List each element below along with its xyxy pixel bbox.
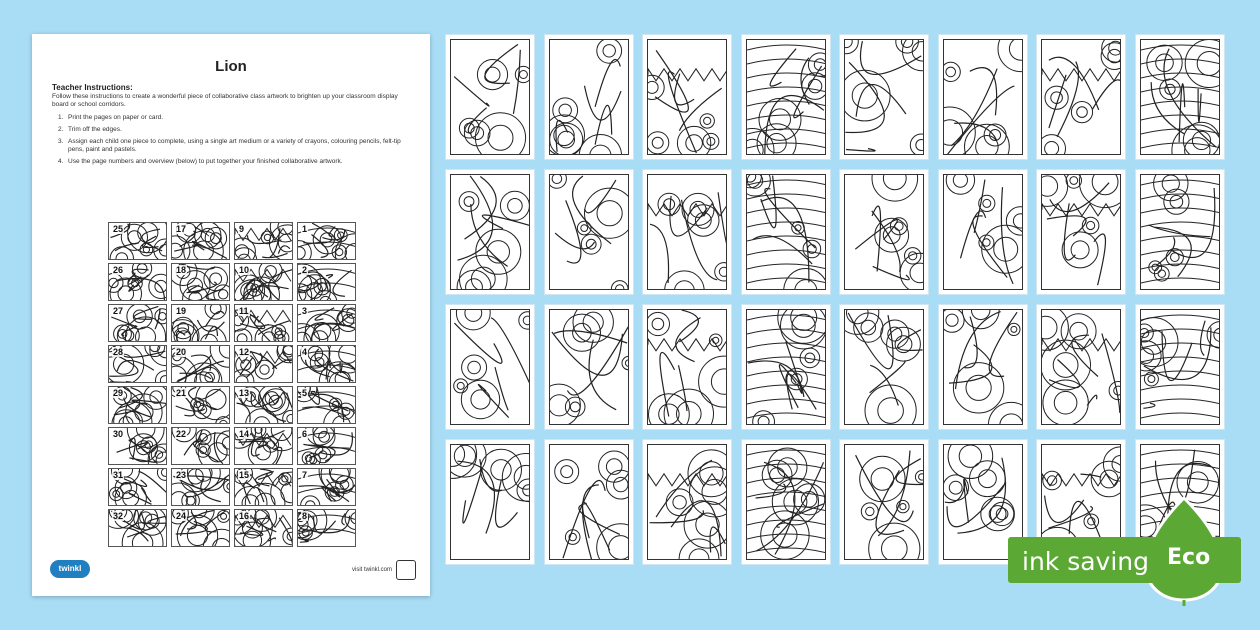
- overview-cell: [297, 427, 356, 465]
- overview-cell: [234, 386, 293, 424]
- overview-cell-number: 25: [113, 224, 124, 234]
- coloring-tile: [742, 440, 830, 564]
- overview-cell-number: 31: [113, 470, 124, 480]
- overview-cell: [108, 386, 167, 424]
- overview-cell-number: 13: [239, 388, 250, 398]
- overview-cell-number: 16: [239, 511, 250, 521]
- overview-cell: [297, 263, 356, 301]
- overview-cell-number: 20: [176, 347, 187, 357]
- coloring-tile: [742, 35, 830, 159]
- coloring-tile: [1136, 305, 1224, 429]
- overview-cell: [108, 304, 167, 342]
- overview-cell: [234, 345, 293, 383]
- coloring-tile: [446, 440, 534, 564]
- overview-cell-number: 28: [113, 347, 124, 357]
- overview-cell: [171, 263, 230, 301]
- overview-cell: [108, 345, 167, 383]
- step-item: 4. Use the page numbers and overview (below) to put together your finished collaborative artwork.: [58, 158, 343, 165]
- overview-cell-number: 6: [302, 429, 308, 439]
- overview-cell-number: 12: [239, 347, 250, 357]
- overview-cell: [297, 222, 356, 260]
- coloring-tile: [1136, 170, 1224, 294]
- coloring-tile: [840, 305, 928, 429]
- coloring-tile: [939, 35, 1027, 159]
- twinkl-logo: twinkl: [50, 560, 90, 578]
- overview-cell: [234, 468, 293, 506]
- step-item: 3. Assign each child one piece to complete, using a single art medium or a variety of crayons, colouring pencils, felt-tip pens, paint and pastels.: [58, 138, 401, 153]
- coloring-tile: [939, 170, 1027, 294]
- overview-cell: [297, 304, 356, 342]
- coloring-tile: [643, 440, 731, 564]
- overview-cell-number: 1: [302, 224, 308, 234]
- overview-cell: [234, 263, 293, 301]
- overview-cell: [171, 222, 230, 260]
- instruction-steps: [58, 114, 403, 170]
- coloring-tile: [446, 35, 534, 159]
- overview-cell: [171, 304, 230, 342]
- coloring-tile: [1037, 170, 1125, 294]
- overview-cell-number: 14: [239, 429, 250, 439]
- overview-cell: [108, 468, 167, 506]
- overview-cell-number: 26: [113, 265, 124, 275]
- coloring-tile: [742, 170, 830, 294]
- overview-grid: [108, 222, 358, 554]
- overview-cell-number: 5: [302, 388, 308, 398]
- overview-cell-number: 19: [176, 306, 187, 316]
- overview-cell: [234, 509, 293, 547]
- coloring-tile: [643, 35, 731, 159]
- coloring-tile: [939, 305, 1027, 429]
- coloring-tile: [545, 305, 633, 429]
- overview-cell: [234, 427, 293, 465]
- overview-cell-number: 30: [113, 429, 124, 439]
- coloring-tile: [643, 305, 731, 429]
- overview-cell-number: 27: [113, 306, 124, 316]
- overview-cell: [171, 427, 230, 465]
- overview-cell: [171, 468, 230, 506]
- overview-cell-number: 21: [176, 388, 187, 398]
- overview-cell-number: 22: [176, 429, 187, 439]
- overview-cell: [171, 386, 230, 424]
- step-item: 1. Print the pages on paper or card.: [58, 114, 164, 121]
- overview-cell: [234, 304, 293, 342]
- overview-cell: [108, 222, 167, 260]
- coloring-tile: [545, 170, 633, 294]
- overview-cell-number: 17: [176, 224, 187, 234]
- instructions-intro: Follow these instructions to create a wonderful piece of collaborative class artwork to brighten up your classroom display board or school corridors.: [52, 93, 398, 108]
- overview-cell: [108, 427, 167, 465]
- overview-cell-number: 2: [302, 265, 308, 275]
- coloring-tile: [840, 440, 928, 564]
- sheet-title: Lion: [215, 58, 247, 75]
- overview-cell: [297, 509, 356, 547]
- coloring-tile: [1136, 35, 1224, 159]
- overview-cell-number: 7: [302, 470, 308, 480]
- overview-cell: [234, 222, 293, 260]
- quality-mark-icon: [396, 560, 416, 580]
- coloring-tile: [840, 170, 928, 294]
- coloring-tile: [446, 170, 534, 294]
- overview-cell-number: 9: [239, 224, 245, 234]
- overview-cell: [297, 345, 356, 383]
- overview-cell-number: 29: [113, 388, 124, 398]
- overview-cell-number: 32: [113, 511, 124, 521]
- overview-cell: [108, 263, 167, 301]
- coloring-tile: [1037, 305, 1125, 429]
- coloring-tile: [446, 305, 534, 429]
- overview-cell: [108, 509, 167, 547]
- overview-cell-number: 18: [176, 265, 187, 275]
- footer-url: visit twinkl.com: [352, 567, 393, 573]
- coloring-tile: [742, 305, 830, 429]
- coloring-tile: [1037, 35, 1125, 159]
- overview-cell-number: 11: [239, 306, 249, 316]
- overview-cell: [171, 509, 230, 547]
- coloring-tile: [643, 170, 731, 294]
- instruction-sheet: [32, 34, 430, 596]
- overview-cell-number: 23: [176, 470, 187, 480]
- overview-cell-number: 3: [302, 306, 308, 316]
- eco-label: Eco: [1167, 545, 1211, 570]
- overview-cell-number: 10: [239, 265, 250, 275]
- overview-cell: [171, 345, 230, 383]
- coloring-tile: [545, 35, 633, 159]
- overview-cell-number: 24: [176, 511, 187, 521]
- instructions-heading: Teacher Instructions:: [52, 83, 133, 92]
- coloring-tile: [545, 440, 633, 564]
- coloring-tile: [840, 35, 928, 159]
- step-item: 2. Trim off the edges.: [58, 126, 122, 133]
- overview-cell: [297, 386, 356, 424]
- overview-cell-number: 8: [302, 511, 308, 521]
- overview-cell-number: 4: [302, 347, 308, 357]
- ink-saving-label: ink saving: [1022, 547, 1150, 576]
- overview-cell: [297, 468, 356, 506]
- overview-cell-number: 15: [239, 470, 250, 480]
